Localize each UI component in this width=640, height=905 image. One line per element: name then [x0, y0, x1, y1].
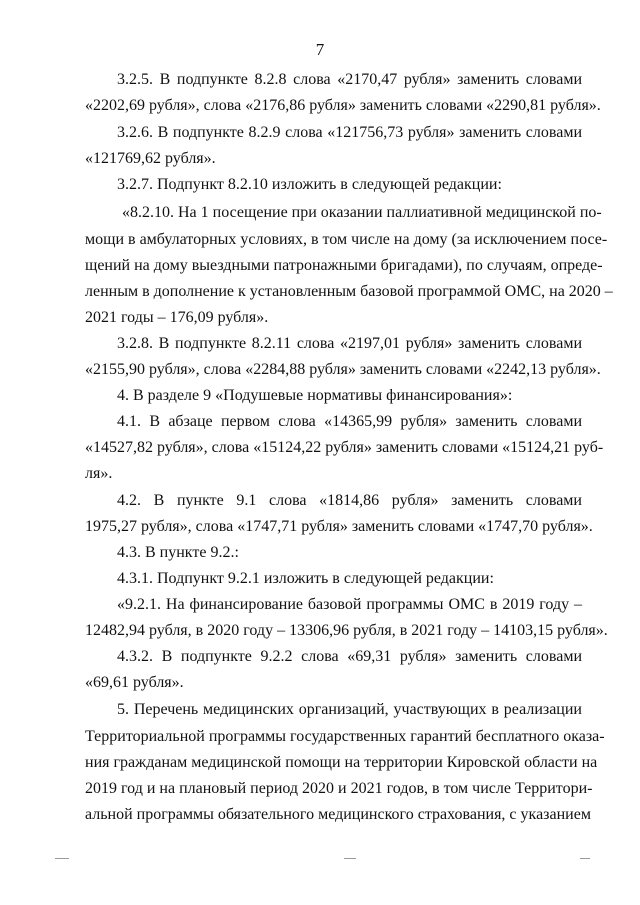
text-line: «121769,62 рубля».	[85, 150, 216, 167]
scan-mark	[344, 858, 356, 859]
text-line: 4.3.1. Подпункт 9.2.1 изложить в следующей редакции:	[117, 570, 494, 587]
text-line: Территориальной программы государственных гарантий бесплатного оказа-	[85, 728, 605, 745]
text-line: 4.1. В абзаце первом слова «14365,99 рубля» заменить словами	[117, 413, 582, 430]
text-line: альной программы обязательного медицинского страхования, с указанием	[85, 806, 591, 823]
scan-mark	[580, 858, 590, 859]
text-line: ля».	[85, 465, 113, 482]
text-line: «2155,90 рубля», слова «2284,88 рубля» заменить словами «2242,13 рубля».	[85, 361, 601, 378]
text-line: 5. Перечень медицинских организаций, участвующих в реализации	[117, 701, 582, 718]
text-line: 3.2.6. В подпункте 8.2.9 слова «121756,73 рубля» заменить словами	[117, 124, 582, 141]
text-line: ния гражданам медицинской помощи на территории Кировской области на	[85, 754, 598, 771]
text-line: «14527,82 рубля», слова «15124,22 рубля» заменить словами «15124,21 руб-	[85, 439, 604, 456]
text-line: «8.2.10. На 1 посещение при оказании паллиативной медицинской по-	[122, 204, 602, 221]
text-line: ленным в дополнение к установленным базовой программой ОМС, на 2020 –	[85, 283, 613, 300]
text-line: 3.2.7. Подпункт 8.2.10 изложить в следующей редакции:	[117, 176, 502, 193]
text-line: щений на дому выездными патронажными бригадами), по случаям, опреде-	[85, 257, 603, 274]
scan-mark	[55, 858, 69, 859]
text-line: 1975,27 рубля», слова «1747,71 рубля» заменить словами «1747,70 рубля».	[85, 518, 593, 535]
text-line: 12482,94 рубля, в 2020 году – 13306,96 рубля, в 2021 году – 14103,15 рубля».	[85, 622, 608, 639]
page-number: 7	[315, 40, 325, 59]
text-line: 4.3.2. В подпункте 9.2.2 слова «69,31 рубля» заменить словами	[117, 648, 582, 665]
text-line: 2021 годы – 176,09 рубля».	[85, 309, 269, 326]
text-line: 3.2.5. В подпункте 8.2.8 слова «2170,47 рубля» заменить словами	[117, 71, 582, 88]
text-line: 4. В разделе 9 «Подушевые нормативы финансирования»:	[117, 387, 513, 404]
text-line: 4.2. В пункте 9.1 слова «1814,86 рубля» заменить словами	[117, 492, 582, 509]
text-line: 3.2.8. В подпункте 8.2.11 слова «2197,01 рубля» заменить словами	[117, 335, 582, 352]
text-line: «69,61 рубля».	[85, 674, 184, 691]
text-line: 4.3. В пункте 9.2.:	[117, 544, 239, 561]
text-line: «2202,69 рубля», слова «2176,86 рубля» заменить словами «2290,81 рубля».	[85, 97, 601, 114]
text-line: «9.2.1. На финансирование базовой программы ОМС в 2019 году –	[117, 596, 582, 613]
text-line: мощи в амбулаторных условиях, в том числе на дому (за исключением посе-	[85, 231, 608, 248]
text-line: 2019 год и на плановый период 2020 и 2021 годов, в том числе Территори-	[85, 780, 593, 797]
